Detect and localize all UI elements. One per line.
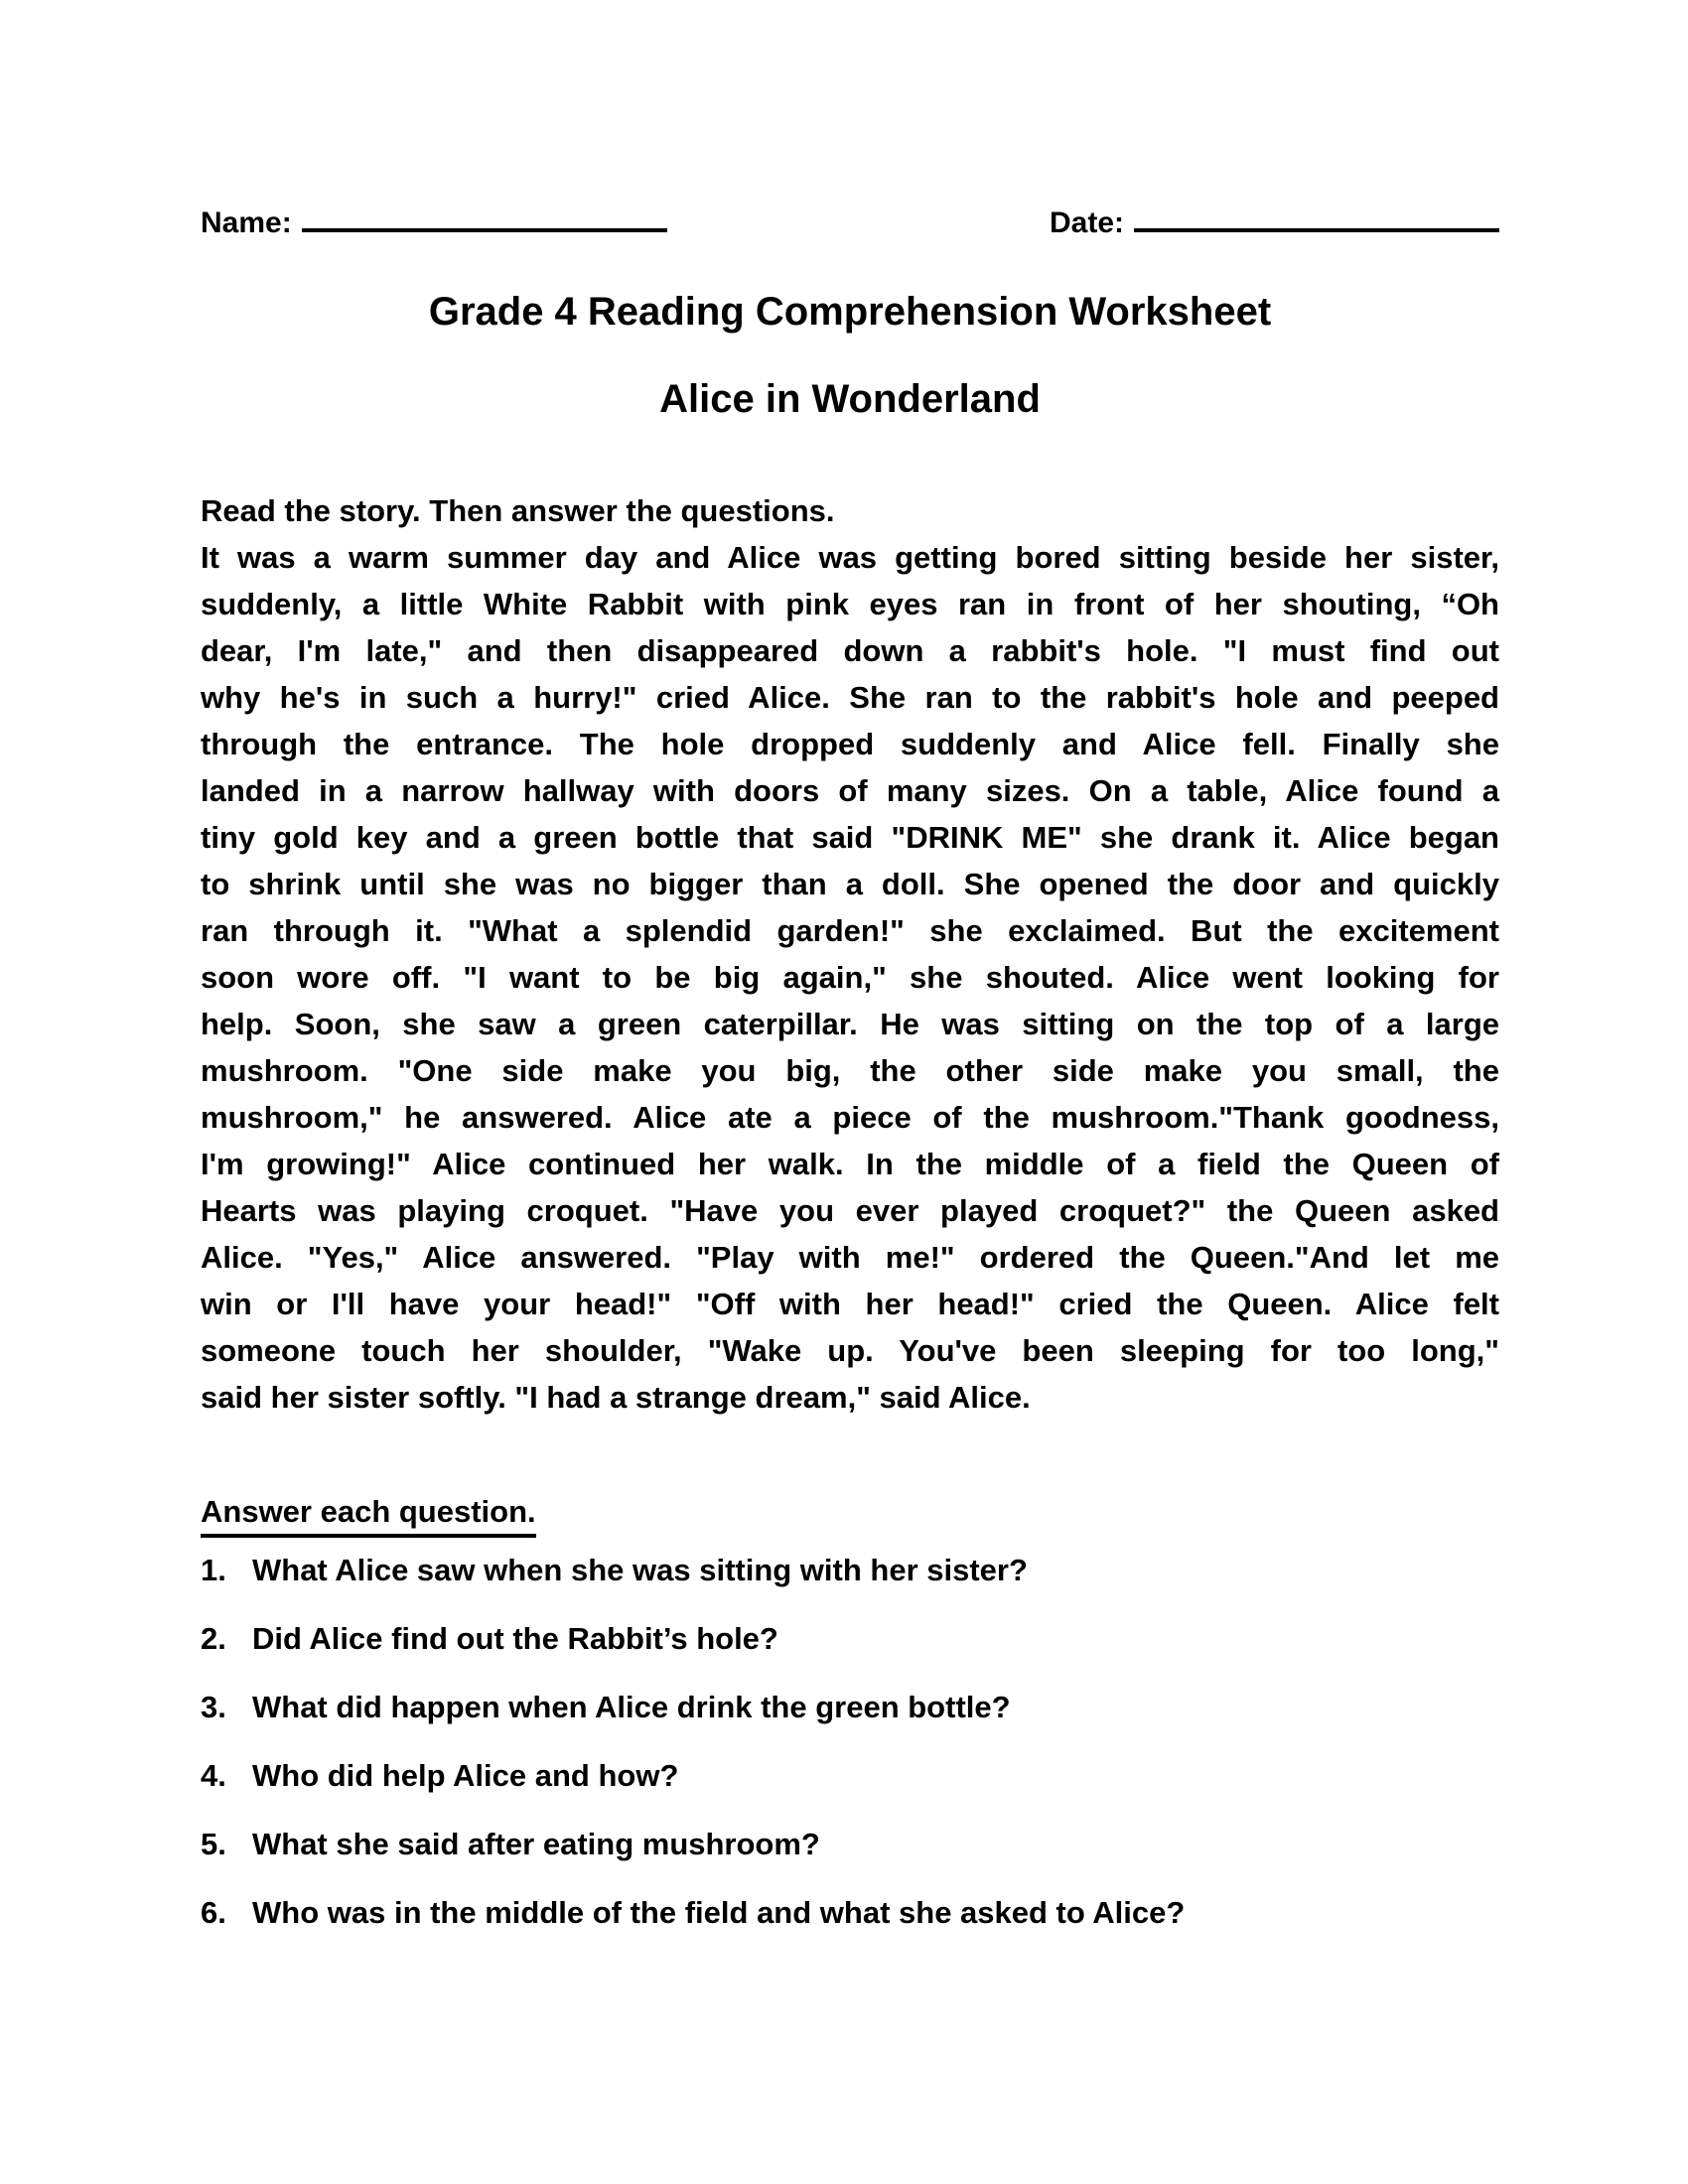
story-line: win or I'll have your head!" "Off with her head!" cried the Queen. Alice felt (201, 1287, 1499, 1321)
story-title: Alice in Wonderland (659, 377, 1041, 421)
question-text: What Alice saw when she was sitting with her sister? (252, 1553, 1028, 1587)
question-item (201, 1890, 1499, 1936)
question-item (201, 1616, 1499, 1662)
question-list (201, 1548, 1499, 1936)
question-number: 6. (201, 1895, 226, 1930)
question-number: 3. (201, 1690, 226, 1724)
question-text: Who was in the middle of the field and what she asked to Alice? (252, 1895, 1186, 1930)
story-line: mushroom. "One side make you big, the other side make you small, the (201, 1053, 1499, 1088)
question-number: 2. (201, 1621, 226, 1656)
answer-section (201, 1492, 1499, 1936)
story-line: suddenly, a little White Rabbit with pink eyes ran in front of her shouting, “Oh (201, 587, 1499, 621)
story-line: It was a warm summer day and Alice was getting bored sitting beside her sister, (201, 540, 1499, 575)
story-line: through the entrance. The hole dropped suddenly and Alice fell. Finally she (201, 727, 1499, 761)
story-line: ran through it. "What a splendid garden!" she exclaimed. But the excitement (201, 913, 1499, 948)
story-line: soon wore off. "I want to be big again," she shouted. Alice went looking for (201, 960, 1499, 995)
question-text: Did Alice find out the Rabbit’s hole? (252, 1621, 778, 1656)
question-item (201, 1685, 1499, 1730)
story-instructions: Read the story. Then answer the questions. (201, 493, 835, 528)
story-line: tiny gold key and a green bottle that said "DRINK ME" she drank it. Alice began (201, 820, 1499, 855)
question-item (201, 1822, 1499, 1867)
question-number: 1. (201, 1553, 226, 1587)
question-number: 5. (201, 1827, 226, 1861)
question-text: What she said after eating mushroom? (252, 1827, 820, 1861)
story-line: Alice. "Yes," Alice answered. "Play with me!" ordered the Queen."And let me (201, 1240, 1499, 1275)
story-line: mushroom," he answered. Alice ate a piece of the mushroom."Thank goodness, (201, 1100, 1499, 1135)
name-label: Name: (201, 206, 292, 239)
story-line: I'm growing!" Alice continued her walk. In the middle of a field the Queen of (201, 1147, 1499, 1181)
date-field (1050, 195, 1499, 243)
question-text: Who did help Alice and how? (252, 1758, 679, 1793)
date-blank-line (1134, 195, 1499, 232)
story-line: help. Soon, she saw a green caterpillar. He was sitting on the top of a large (201, 1007, 1499, 1041)
worksheet-title: Grade 4 Reading Comprehension Worksheet (428, 290, 1272, 334)
question-text: What did happen when Alice drink the green bottle? (252, 1690, 1011, 1724)
question-number: 4. (201, 1758, 226, 1793)
header-row (201, 195, 1499, 243)
answer-heading: Answer each question. (201, 1492, 536, 1538)
story-line: someone touch her shoulder, "Wake up. You've been sleeping for too long," (201, 1333, 1499, 1368)
story-line-last: said her sister softly. "I had a strange dream," said Alice. (201, 1380, 1031, 1415)
question-item (201, 1753, 1499, 1799)
story-line: Hearts was playing croquet. "Have you ever played croquet?" the Queen asked (201, 1193, 1499, 1228)
story-line: why he's in such a hurry!" cried Alice. She ran to the rabbit's hole and peeped (201, 680, 1499, 715)
question-item (201, 1548, 1499, 1593)
date-label: Date: (1049, 206, 1124, 239)
story-block (201, 487, 1499, 1421)
story-line: landed in a narrow hallway with doors of many sizes. On a table, Alice found a (201, 773, 1499, 808)
story-line: dear, I'm late," and then disappeared down a rabbit's hole. "I must find out (201, 633, 1499, 668)
name-field (201, 195, 667, 243)
name-blank-line (302, 195, 667, 232)
story-line: to shrink until she was no bigger than a doll. She opened the door and quickly (201, 867, 1499, 901)
